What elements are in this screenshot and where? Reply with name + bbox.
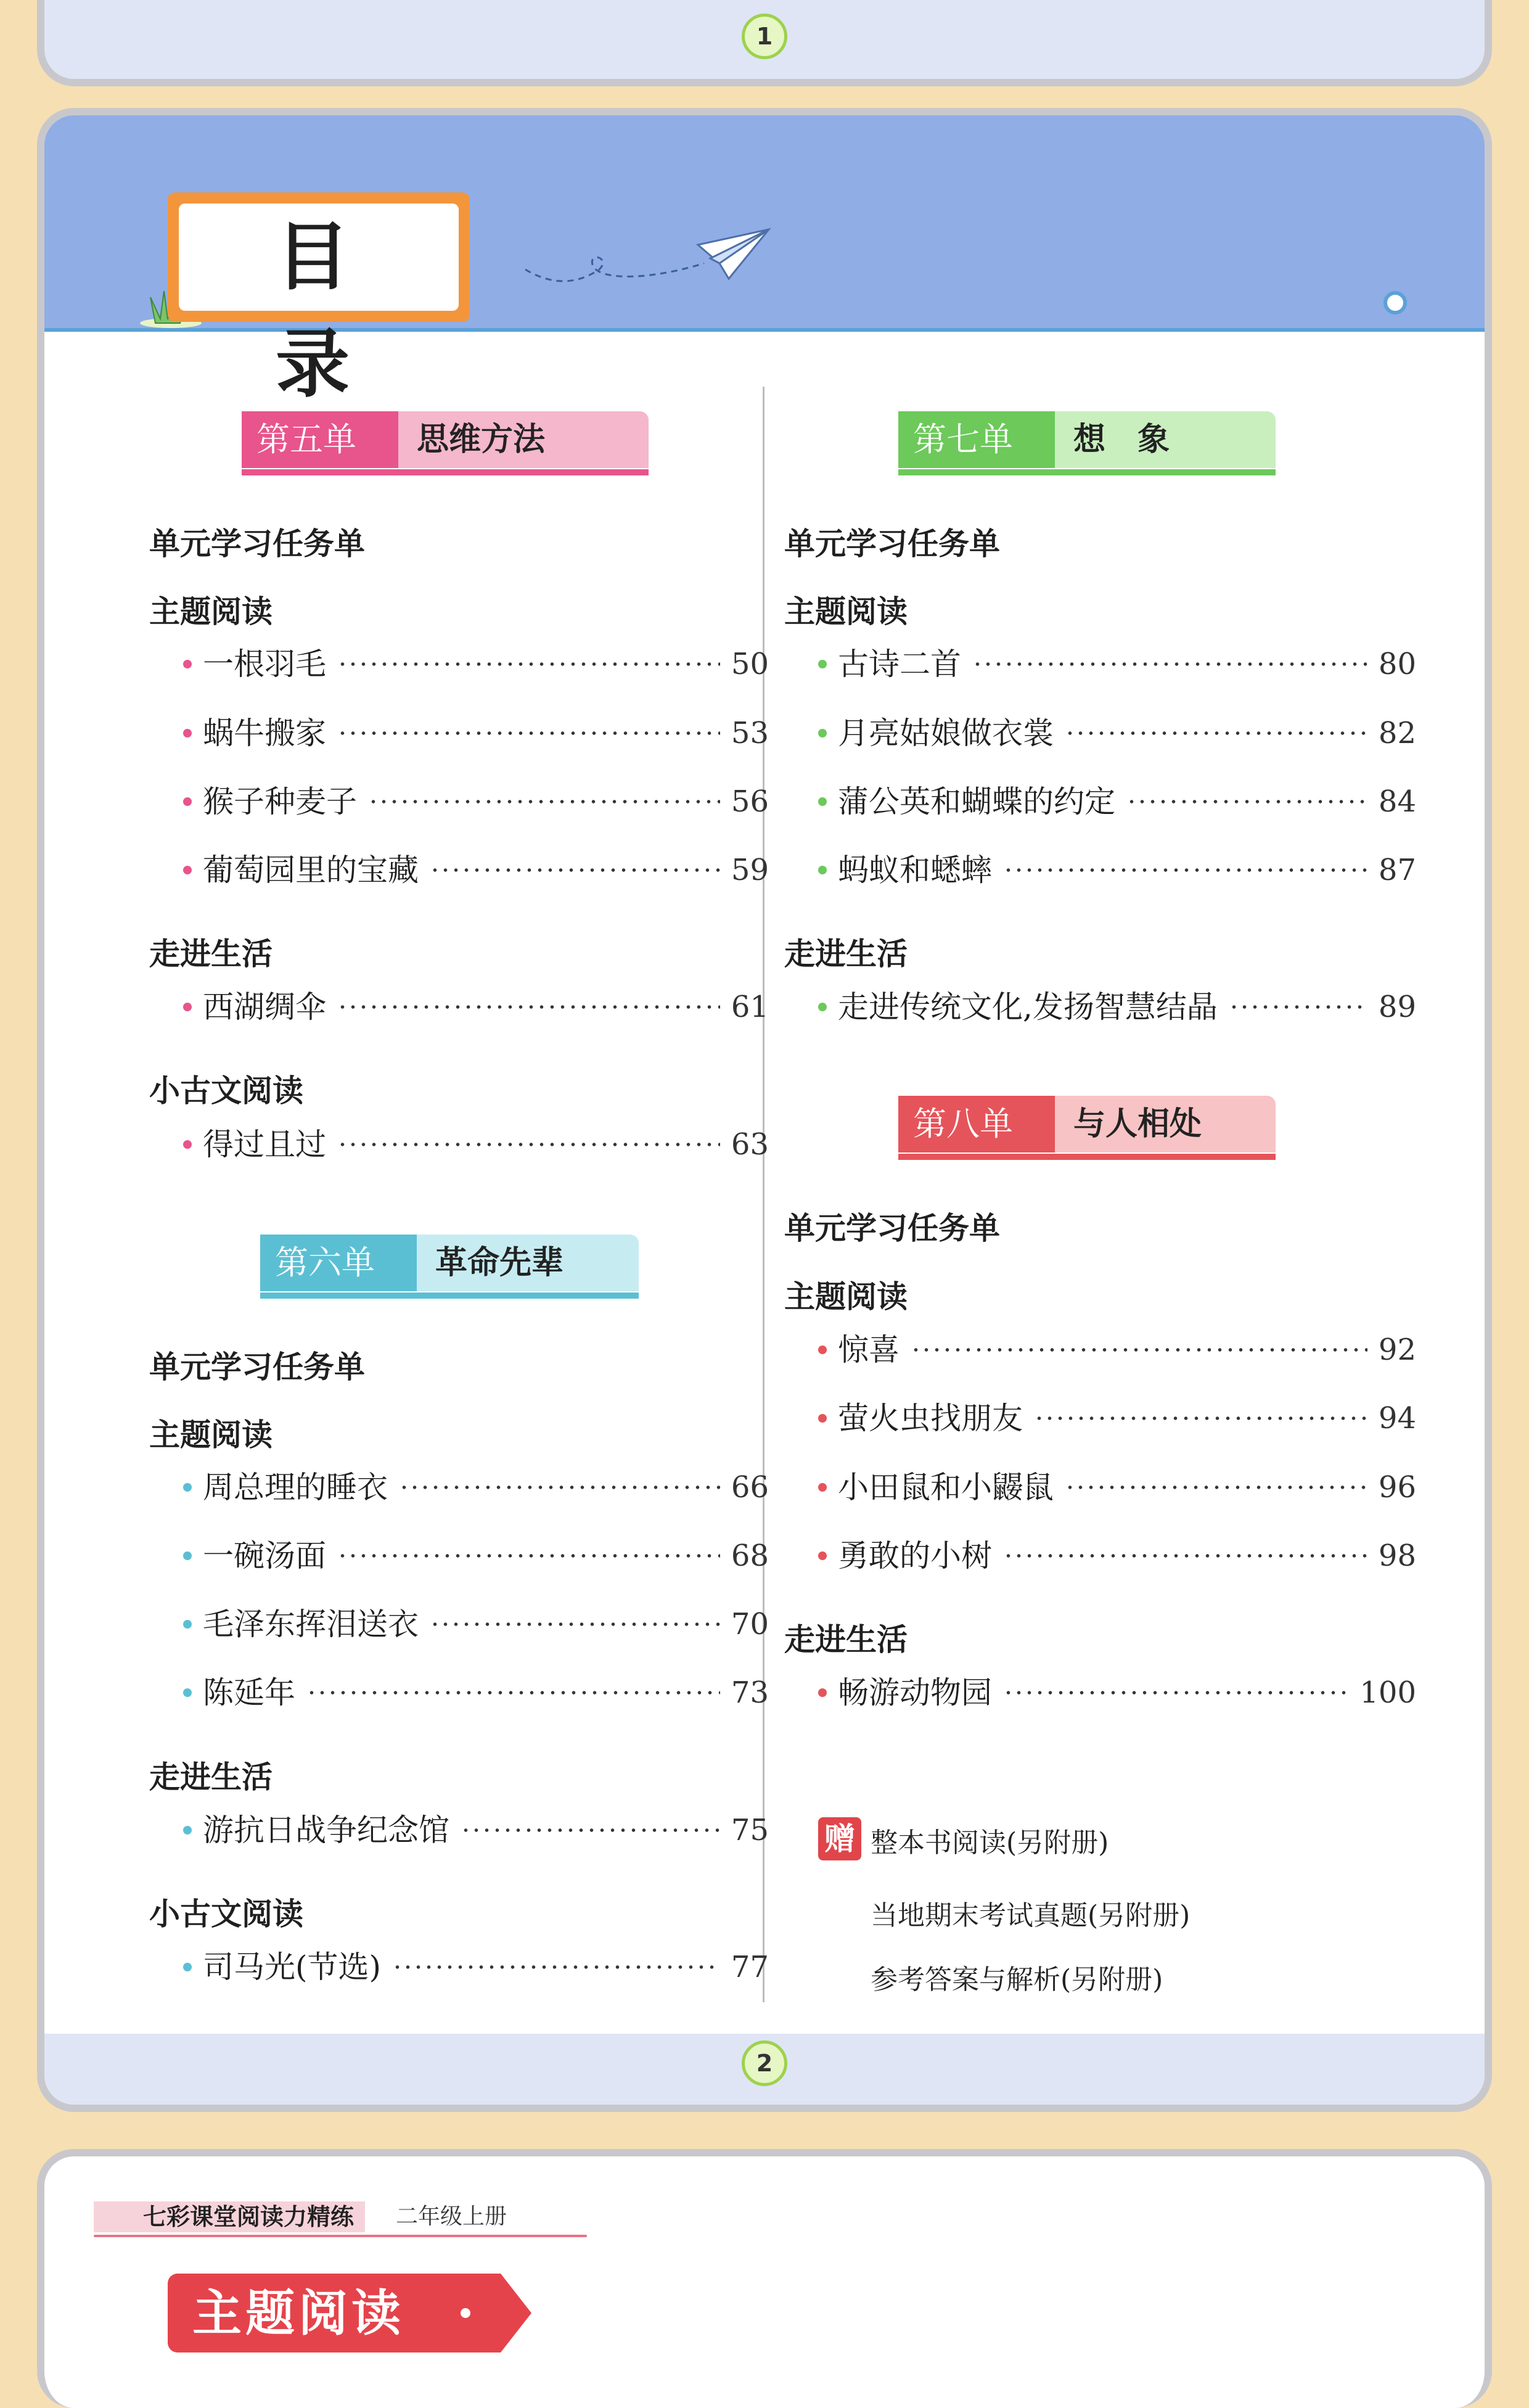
bullet-icon — [183, 1826, 192, 1835]
unit-6-label: 第六单元 — [260, 1235, 417, 1291]
task-sheet: 单元学习任务单 — [149, 525, 365, 562]
bullet-icon — [183, 1688, 192, 1697]
section-heading: 主题阅读 — [149, 1416, 273, 1453]
section-heading: 小古文阅读 — [149, 1072, 303, 1109]
unit-6-theme: 革命先辈 — [417, 1235, 639, 1291]
toc-entry[interactable]: 毛泽东挥泪送衣 70 — [183, 1603, 769, 1646]
unit-7-theme: 想 象 — [1055, 411, 1276, 468]
gift-line: 整本书阅读(另附册) — [871, 1827, 1109, 1859]
page-number-2: 2 — [742, 2040, 787, 2086]
bullet-icon — [183, 797, 192, 806]
toc-entry[interactable]: 一碗汤面 68 — [183, 1534, 769, 1577]
unit-5-label: 第五单元 — [242, 411, 398, 468]
gift-line: 参考答案与解析(另附册) — [871, 1964, 1163, 1995]
bullet-icon — [183, 1140, 192, 1149]
toc-entry[interactable]: 萤火虫找朋友 94 — [818, 1397, 1416, 1440]
toc-entry[interactable]: 游抗日战争纪念馆 75 — [183, 1809, 769, 1852]
bullet-icon — [818, 866, 827, 874]
page-2-table-of-contents — [37, 108, 1492, 2112]
toc-entry[interactable]: 古诗二首 80 — [818, 643, 1416, 686]
toc-entry[interactable]: 蒲公英和蝴蝶的约定 84 — [818, 780, 1416, 823]
toc-entry[interactable]: 猴子种麦子 56 — [183, 780, 769, 823]
section-title: 主题阅读 — [168, 2274, 501, 2353]
bullet-icon — [183, 1003, 192, 1011]
unit-7-label: 第七单元 — [898, 411, 1055, 468]
section-heading: 小古文阅读 — [149, 1896, 303, 1932]
section-heading: 走进生活 — [149, 1759, 273, 1795]
section-heading: 走进生活 — [784, 1621, 908, 1658]
section-heading: 主题阅读 — [149, 593, 273, 630]
bullet-icon — [818, 1483, 827, 1492]
section-heading: 走进生活 — [784, 935, 908, 972]
page-number-1: 1 — [742, 14, 787, 59]
unit-8-theme: 与人相处 — [1055, 1096, 1276, 1153]
toc-entry[interactable]: 得过且过 63 — [183, 1123, 769, 1166]
section-heading: 主题阅读 — [784, 1278, 908, 1315]
toc-entry[interactable]: 西湖绸伞 61 — [183, 985, 769, 1029]
bullet-icon — [818, 1003, 827, 1011]
bullet-icon — [183, 1963, 192, 1971]
task-sheet: 单元学习任务单 — [784, 1210, 1000, 1246]
toc-entry[interactable]: 惊喜 92 — [818, 1328, 1416, 1371]
bullet-icon — [818, 1688, 827, 1697]
bullet-icon — [183, 1483, 192, 1492]
unit-5-banner — [242, 411, 649, 516]
column-divider — [763, 387, 764, 2002]
toc-entry[interactable]: 葡萄园里的宝藏 59 — [183, 849, 769, 892]
section-heading: 主题阅读 — [784, 593, 908, 630]
header-end-marker — [1383, 291, 1407, 314]
bullet-icon — [818, 797, 827, 806]
bullet-icon — [818, 1346, 827, 1354]
unit-5-theme: 思维方法 — [398, 411, 649, 468]
bullet-icon — [818, 1414, 827, 1423]
toc-title: 目 录 — [179, 203, 459, 311]
unit-8-label: 第八单元 — [898, 1096, 1055, 1153]
bullet-icon — [183, 1551, 192, 1560]
toc-entry[interactable]: 月亮姑娘做衣裳 82 — [818, 712, 1416, 755]
page-3 — [37, 2149, 1492, 2408]
page-1 — [37, 0, 1492, 86]
unit-6-banner — [260, 1235, 639, 1339]
bullet-icon — [818, 729, 827, 738]
unit-7-banner — [898, 411, 1276, 516]
toc-entry[interactable]: 一根羽毛 50 — [183, 643, 769, 686]
toc-entry[interactable]: 畅游动物园 100 — [818, 1671, 1416, 1714]
bullet-icon — [183, 660, 192, 668]
gift-line: 当地期末考试真题(另附册) — [871, 1900, 1191, 1931]
toc-entry[interactable]: 陈延年 73 — [183, 1671, 769, 1714]
bullet-icon — [183, 1620, 192, 1629]
toc-entry[interactable]: 司马光(节选) 77 — [183, 1946, 769, 1989]
header-line — [44, 328, 1485, 332]
bullet-icon — [183, 866, 192, 874]
section-badge — [168, 2274, 531, 2353]
task-sheet: 单元学习任务单 — [784, 525, 1000, 562]
gift-icon: 赠 — [818, 1817, 861, 1860]
bullet-icon — [818, 660, 827, 668]
task-sheet: 单元学习任务单 — [149, 1349, 365, 1385]
series-header — [94, 2201, 593, 2233]
series-title: 七彩课堂阅读力精练 — [94, 2201, 365, 2232]
toc-entry[interactable]: 蜗牛搬家 53 — [183, 712, 769, 755]
toc-entry[interactable]: 周总理的睡衣 66 — [183, 1466, 769, 1509]
toc-entry[interactable]: 蚂蚁和蟋蟀 87 — [818, 849, 1416, 892]
toc-entry[interactable]: 小田鼠和小鼹鼠 96 — [818, 1466, 1416, 1509]
section-heading: 走进生活 — [149, 935, 273, 972]
toc-entry[interactable]: 走进传统文化,发扬智慧结晶 89 — [818, 985, 1416, 1029]
bullet-icon — [183, 729, 192, 738]
toc-title-frame — [168, 192, 470, 408]
bullet-icon — [818, 1551, 827, 1560]
toc-entry[interactable]: 勇敢的小树 98 — [818, 1534, 1416, 1577]
grade-label: 二年级上册 — [396, 2204, 507, 2229]
paper-plane-icon — [519, 220, 778, 300]
unit-8-banner — [898, 1096, 1276, 1200]
